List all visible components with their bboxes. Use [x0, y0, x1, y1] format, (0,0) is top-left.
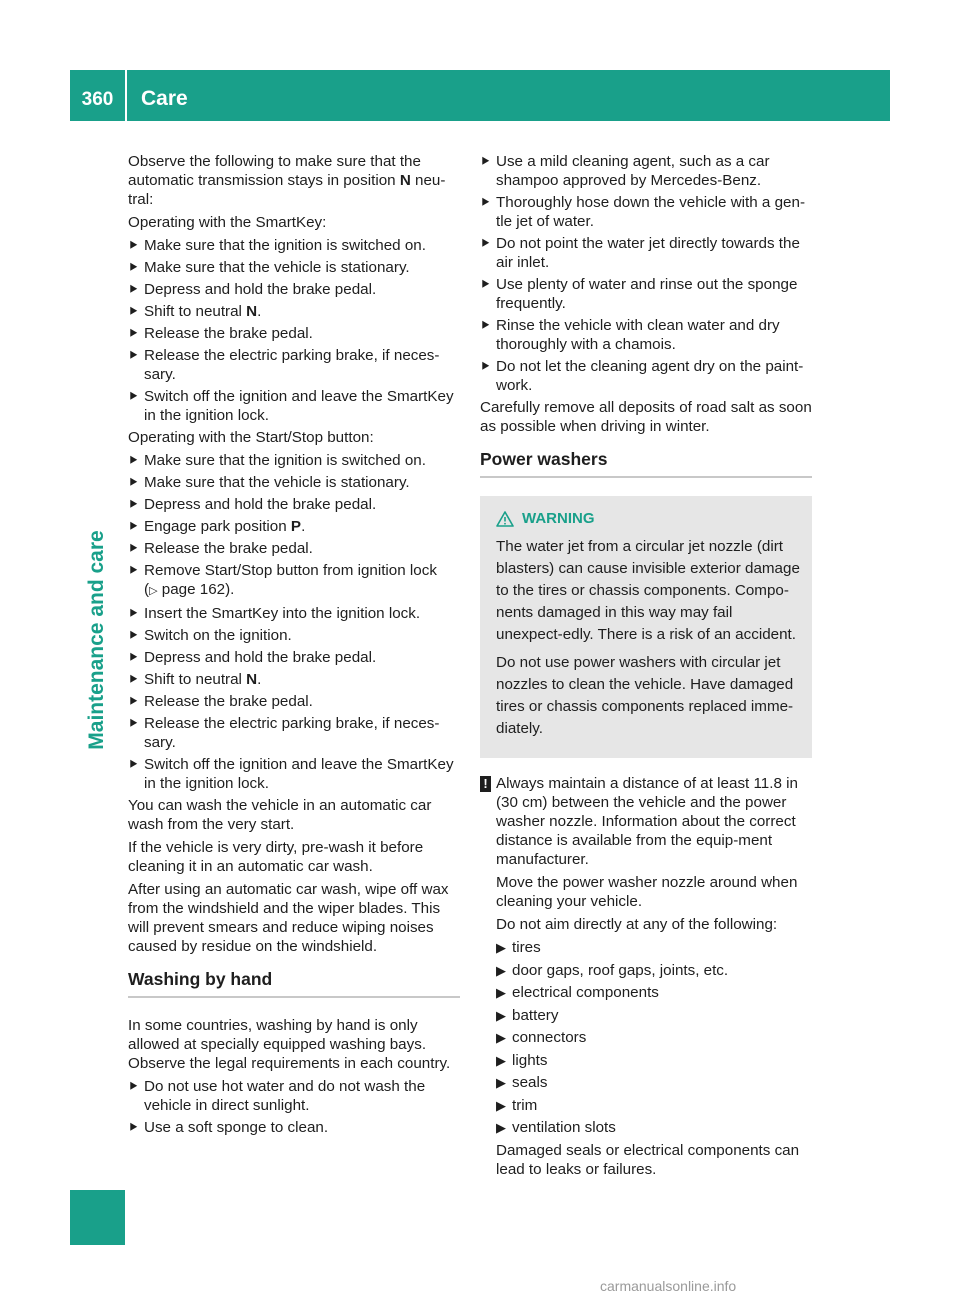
bullet-icon: ▶ [496, 1097, 506, 1113]
step: ⯈ Make sure that the ignition is switched on. [128, 452, 426, 469]
step-arrow-icon: ⯈ [128, 326, 139, 341]
step: ⯈ Depress and hold the brake pedal. [128, 649, 377, 666]
step: ⯈ Make sure that the vehicle is stationary. [128, 474, 410, 491]
step: ⯈ Insert the SmartKey into the ignition lock. [128, 605, 421, 622]
washing-by-hand-heading: Washing by hand [128, 970, 460, 998]
step: ⯈ Make sure that the vehicle is stationary. [128, 259, 410, 276]
paragraph: You can wash the vehicle in an automatic car wash from the very start. [128, 797, 432, 833]
step: ⯈ Use a mild cleaning agent, such as a car shampoo approved by Mercedes-Benz. [480, 153, 770, 189]
list-item: ▶ electrical components [496, 984, 659, 1001]
header-divider [125, 70, 127, 121]
bullet-icon: ▶ [496, 962, 506, 978]
step: ⯈ Release the brake pedal. [128, 325, 313, 342]
list-item: ▶ door gaps, roof gaps, joints, etc. [496, 961, 729, 979]
step-arrow-icon: ⯈ [480, 195, 491, 210]
notice-closing: Damaged seals or electrical components can lead to leaks or failures. [496, 1141, 800, 1178]
list-item: ▶ battery [496, 1006, 559, 1024]
section-title: Care [141, 87, 188, 110]
step-arrow-icon: ⯈ [128, 672, 139, 687]
step: ⯈ Remove Start/Stop button from ignition lock (▷ page 162). [128, 562, 437, 598]
side-tab-marker [70, 1190, 125, 1245]
bullet-icon: ▶ [496, 1075, 506, 1090]
list-item: ▶ trim [496, 1096, 538, 1114]
step-arrow-icon: ⯈ [480, 318, 491, 333]
bullet-icon: ▶ [496, 940, 506, 955]
step-arrow-icon: ⯈ [128, 304, 139, 319]
step-arrow-icon: ⯈ [480, 154, 491, 169]
step-arrow-icon: ⯈ [480, 359, 491, 374]
step: ⯈ Shift to neutral N. [128, 303, 262, 320]
step-arrow-icon: ⯈ [128, 348, 139, 363]
step: ⯈ Shift to neutral N. [128, 671, 262, 688]
step-arrow-icon: ⯈ [128, 282, 139, 297]
startstop-heading: Operating with the Start/Stop button: [128, 429, 374, 446]
list-item: ▶ tires [496, 939, 541, 956]
step-arrow-icon: ⯈ [480, 236, 491, 251]
exclamation-icon: ! [480, 776, 491, 792]
notice-paragraph: Move the power washer nozzle around when cleaning your vehicle. [496, 874, 798, 910]
bullet-icon: ▶ [496, 1007, 506, 1023]
step: ⯈ Release the electric parking brake, if neces-sary. [128, 347, 440, 383]
step-arrow-icon: ⯈ [128, 1120, 139, 1135]
page-reference-arrow-icon: ▷ [149, 585, 158, 597]
header-bar [70, 70, 890, 121]
bullet-icon: ▶ [496, 985, 506, 1000]
list-item: ▶ connectors [496, 1029, 587, 1046]
page-reference-link[interactable]: page 162). [161, 581, 235, 598]
step-arrow-icon: ⯈ [128, 1079, 139, 1094]
right-column [480, 152, 812, 1183]
warning-triangle-icon [496, 511, 514, 527]
step-arrow-icon: ⯈ [128, 519, 139, 534]
step: ⯈ Do not point the water jet directly towards the air inlet. [480, 235, 800, 271]
step-arrow-icon: ⯈ [128, 563, 139, 578]
step-arrow-icon: ⯈ [128, 389, 139, 404]
list-item: ▶ seals [496, 1074, 548, 1091]
notice-paragraph: Do not aim directly at any of the following: [496, 916, 778, 933]
step-arrow-icon: ⯈ [128, 650, 139, 665]
step-arrow-icon: ⯈ [128, 694, 139, 709]
step-arrow-icon: ⯈ [128, 606, 139, 621]
bullet-icon: ▶ [496, 1052, 506, 1068]
bullet-icon: ▶ [496, 1030, 506, 1045]
list-item: ▶ lights [496, 1051, 548, 1069]
notice-paragraph: Always maintain a distance of at least 11.8 in (30 cm) between the vehicle and the power washer nozzle. Information about the correct distance is available from the equip-ment manufacturer. [496, 775, 798, 868]
step-arrow-icon: ⯈ [128, 757, 139, 772]
bullet-icon: ▶ [496, 1120, 506, 1135]
step-arrow-icon: ⯈ [128, 541, 139, 556]
step: ⯈ Engage park position P. [128, 518, 306, 535]
paragraph: If the vehicle is very dirty, pre-wash it before cleaning it in an automatic car wash. [128, 839, 424, 875]
intro-paragraph: Observe the following to make sure that the automatic transmission stays in position N neu-tral: [128, 153, 446, 208]
list-item: ▶ ventilation slots [496, 1119, 616, 1136]
warning-paragraph: Do not use power washers with circular jet nozzles to clean the vehicle. Have damaged tires or chassis components replaced imme-diately. [496, 654, 794, 737]
warning-title: WARNING [522, 510, 595, 527]
warning-header [496, 508, 802, 530]
step: ⯈ Use a soft sponge to clean. [128, 1119, 329, 1136]
paragraph: After using an automatic car wash, wipe off wax from the windshield and the wiper blades. This will prevent smears and reduce wiping noises caused by residue on the windshield. [128, 881, 449, 955]
paragraph: In some countries, washing by hand is only allowed at specially equipped washing bays. Observe the legal requirements in each country. [128, 1017, 451, 1072]
step: ⯈ Switch on the ignition. [128, 627, 292, 644]
step: ⯈ Use plenty of water and rinse out the sponge frequently. [480, 276, 798, 312]
step-arrow-icon: ⯈ [128, 716, 139, 731]
step: ⯈ Depress and hold the brake pedal. [128, 496, 377, 513]
notice-block [480, 774, 812, 1179]
warning-box [480, 496, 812, 758]
step: ⯈ Release the brake pedal. [128, 693, 313, 710]
step-arrow-icon: ⯈ [128, 628, 139, 643]
step: ⯈ Do not let the cleaning agent dry on the paint-work. [480, 358, 804, 394]
step: ⯈ Make sure that the ignition is switched on. [128, 237, 426, 254]
page-number: 360 [81, 89, 114, 110]
step: ⯈ Depress and hold the brake pedal. [128, 281, 377, 298]
step: ⯈ Rinse the vehicle with clean water and dry thoroughly with a chamois. [480, 317, 780, 353]
step-arrow-icon: ⯈ [128, 238, 139, 253]
step: ⯈ Do not use hot water and do not wash the vehicle in direct sunlight. [128, 1078, 426, 1114]
step: ⯈ Switch off the ignition and leave the SmartKey in the ignition lock. [128, 756, 454, 792]
step-arrow-icon: ⯈ [480, 277, 491, 292]
watermark: carmanualsonline.info [600, 1278, 737, 1294]
step: ⯈ Thoroughly hose down the vehicle with a gen-tle jet of water. [480, 194, 806, 230]
step-arrow-icon: ⯈ [128, 260, 139, 275]
step: ⯈ Release the brake pedal. [128, 540, 313, 557]
step-arrow-icon: ⯈ [128, 497, 139, 512]
step-arrow-icon: ⯈ [128, 453, 139, 468]
power-washers-heading: Power washers [480, 450, 812, 478]
side-tab-label: Maintenance and care [85, 530, 108, 750]
left-column [128, 152, 460, 1140]
step-arrow-icon: ⯈ [128, 475, 139, 490]
salt-paragraph: Carefully remove all deposits of road salt as soon as possible when driving in winter. [480, 399, 812, 435]
bullet-list [496, 938, 812, 1137]
warning-paragraph: The water jet from a circular jet nozzle (dirt blasters) can cause invisible exterior damage to the tires or chassis components. Compo-nents damaged in this way may fail unexpect-edly. There is a risk of an accident. [496, 538, 800, 643]
smartkey-heading: Operating with the SmartKey: [128, 214, 327, 231]
step: ⯈ Release the electric parking brake, if neces-sary. [128, 715, 440, 751]
step: ⯈ Switch off the ignition and leave the SmartKey in the ignition lock. [128, 388, 454, 424]
